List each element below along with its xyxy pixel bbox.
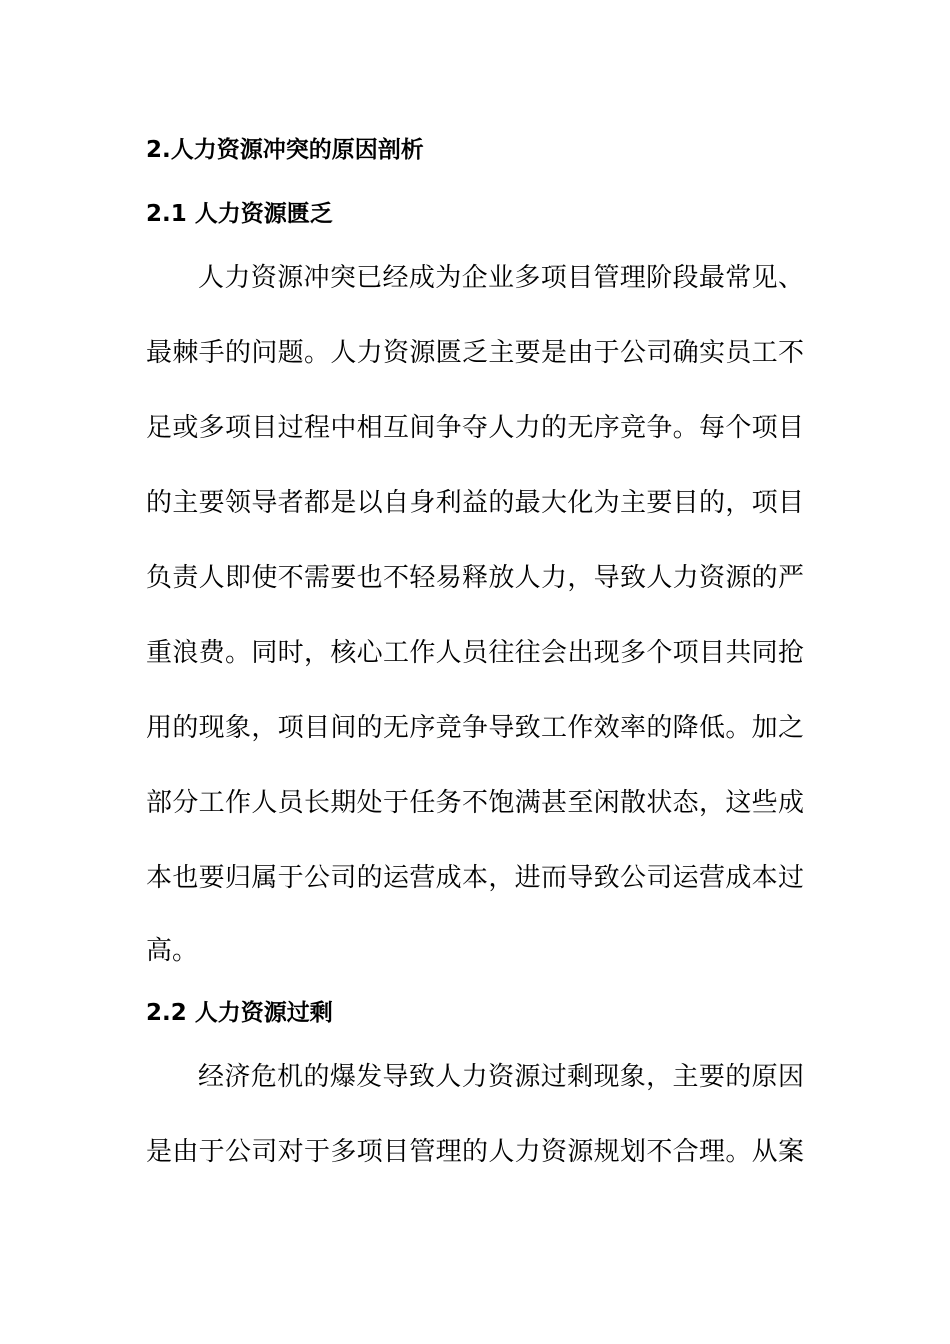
paragraph-line: 用的现象，项目间的无序竞争导致工作效率的降低。加之	[146, 713, 804, 743]
paragraph-line: 人力资源冲突已经成为企业多项目管理阶段最常见、	[198, 263, 804, 293]
subsection-heading-2-1: 2.1 人力资源匮乏	[146, 201, 333, 227]
paragraph-line: 负责人即使不需要也不轻易释放人力，导致人力资源的严	[146, 563, 804, 593]
paragraph-line: 部分工作人员长期处于任务不饱满甚至闲散状态，这些成	[146, 788, 804, 818]
paragraph-line: 重浪费。同时，核心工作人员往往会出现多个项目共同抢	[146, 638, 804, 668]
paragraph-line: 最棘手的问题。人力资源匮乏主要是由于公司确实员工不	[146, 338, 804, 368]
paragraph-line: 足或多项目过程中相互间争夺人力的无序竞争。每个项目	[146, 413, 804, 443]
paragraph-line: 是由于公司对于多项目管理的人力资源规划不合理。从案	[146, 1137, 804, 1167]
subsection-heading-2-2: 2.2 人力资源过剩	[146, 1000, 333, 1026]
section-heading: 2.人力资源冲突的原因剖析	[146, 137, 424, 163]
paragraph-line: 本也要归属于公司的运营成本，进而导致公司运营成本过	[146, 863, 804, 893]
paragraph-line: 经济危机的爆发导致人力资源过剩现象，主要的原因	[198, 1062, 804, 1092]
paragraph-line: 高。	[146, 936, 199, 966]
paragraph-line: 的主要领导者都是以自身利益的最大化为主要目的，项目	[146, 488, 804, 518]
